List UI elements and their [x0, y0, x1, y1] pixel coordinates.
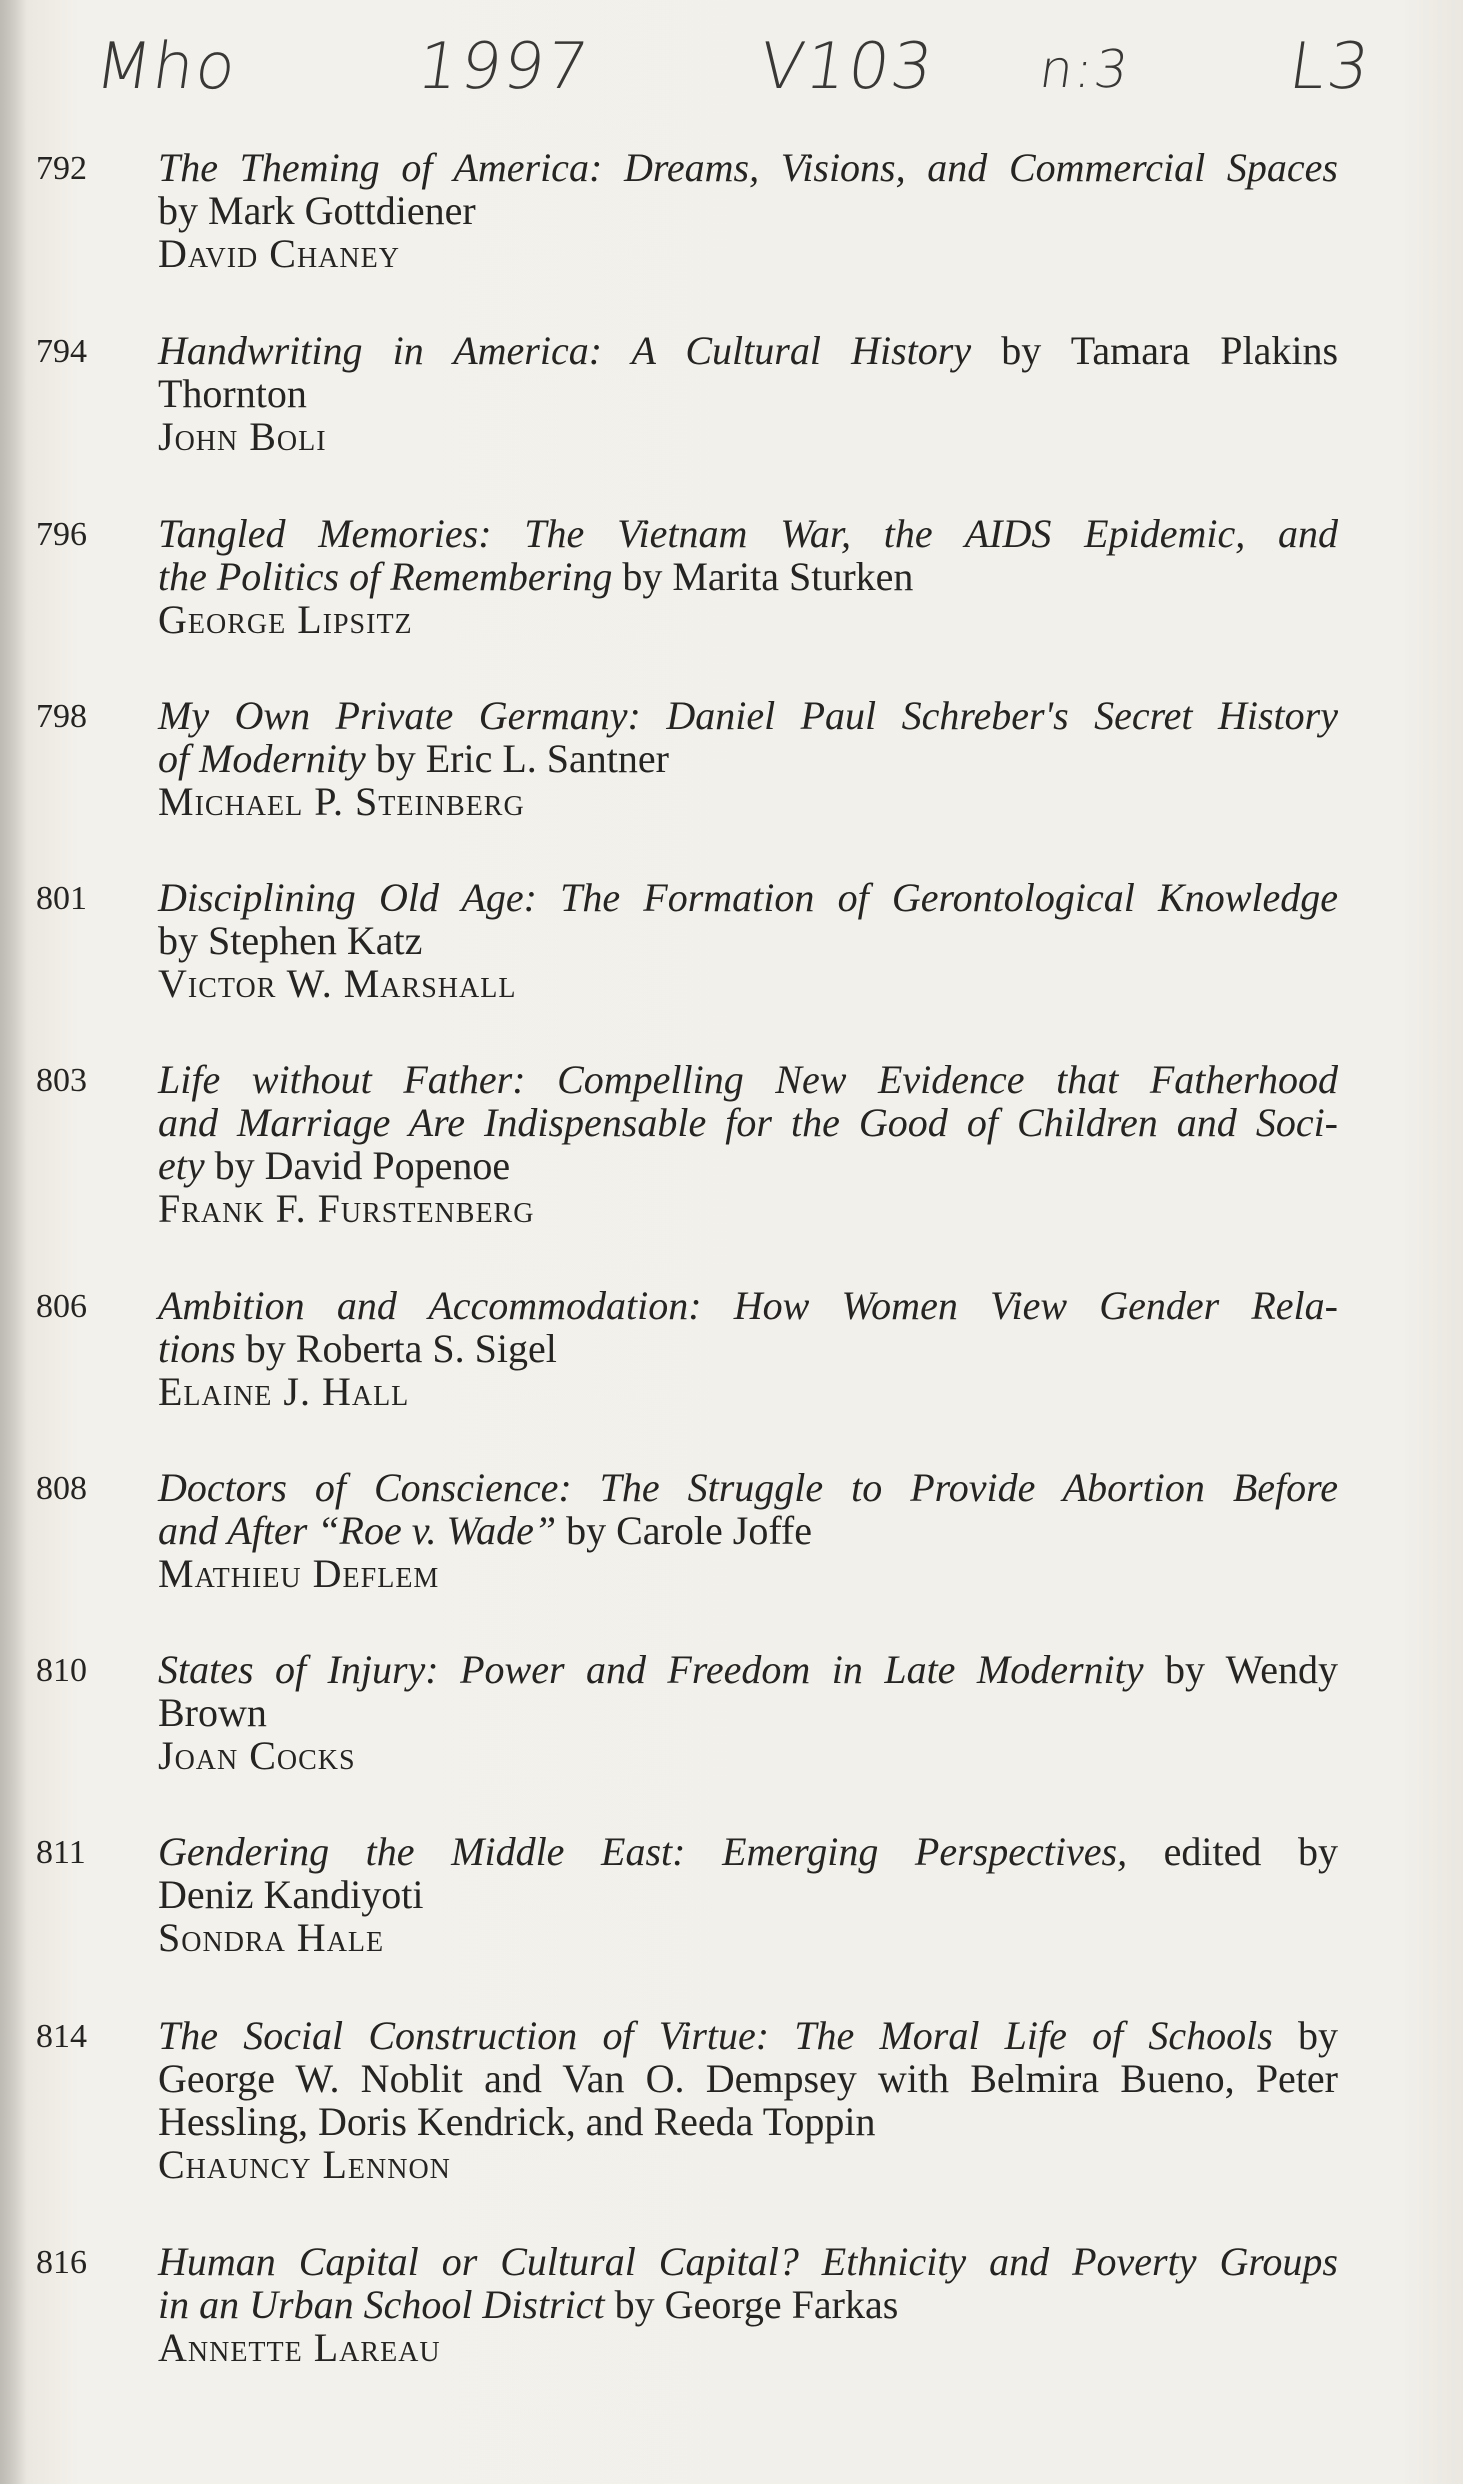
book-author: Brown — [158, 1690, 267, 1735]
citation-line — [158, 372, 1338, 415]
book-author: George W. Noblit and Van O. Dempsey with Belmira Bueno, Peter — [158, 2056, 1338, 2101]
entry-page-number: 798 — [36, 698, 87, 735]
entry-page-number: 816 — [36, 2244, 87, 2281]
reviewer-name: George Lipsitz — [158, 597, 413, 642]
citation-line — [158, 146, 1338, 189]
reviewer-name: Chauncy Lennon — [158, 2142, 451, 2187]
citation-line — [158, 189, 1338, 232]
citation-line — [158, 694, 1338, 737]
book-title: and After “Roe v. Wade” — [158, 1508, 557, 1553]
handwritten-journal: Mho — [90, 30, 243, 104]
entry-citation — [158, 512, 1338, 641]
citation-line — [158, 2014, 1338, 2057]
reviewer-name: Annette Lareau — [158, 2325, 441, 2370]
entry-page-number: 792 — [36, 150, 87, 187]
book-author: by George Farkas — [604, 2282, 899, 2327]
book-title: the Politics of Remembering — [158, 554, 613, 599]
entry-citation — [158, 1284, 1338, 1413]
book-author: Deniz Kandiyoti — [158, 1872, 424, 1917]
citation-line — [158, 1144, 1338, 1187]
entry-citation — [158, 2240, 1338, 2369]
entry-page-number: 808 — [36, 1470, 87, 1507]
binding-shadow — [0, 0, 26, 2484]
entry-citation — [158, 1466, 1338, 1595]
entry-page-number: 801 — [36, 880, 87, 917]
book-title: in an Urban School District — [158, 2282, 605, 2327]
entry-citation — [158, 1830, 1338, 1959]
entry-page-number: 814 — [36, 2018, 87, 2055]
citation-line — [158, 2057, 1338, 2100]
book-title: of Modernity — [158, 736, 366, 781]
citation-line — [158, 555, 1338, 598]
reviewer-name: Elaine J. Hall — [158, 1369, 410, 1414]
handwritten-page: L3 — [1284, 30, 1376, 104]
entry-citation — [158, 876, 1338, 1005]
book-title: Doctors of Conscience: The Struggle to Provide Abortion Before — [158, 1465, 1338, 1510]
handwritten-number: n:3 — [1035, 40, 1134, 100]
citation-line — [158, 1691, 1338, 1734]
citation-line — [158, 2240, 1338, 2283]
handwritten-annotation — [0, 20, 1463, 120]
citation-line — [158, 876, 1338, 919]
book-author: Hessling, Doris Kendrick, and Reeda Toppin — [158, 2099, 876, 2144]
citation-line — [158, 1509, 1338, 1552]
entry-citation — [158, 1058, 1338, 1230]
citation-line — [158, 919, 1338, 962]
entry-citation — [158, 1648, 1338, 1777]
citation-line — [158, 1648, 1338, 1691]
book-title: Human Capital or Cultural Capital? Ethnicity and Poverty Groups — [158, 2239, 1338, 2284]
reviewer-name: Frank F. Furstenberg — [158, 1186, 535, 1231]
entry-citation — [158, 146, 1338, 275]
book-author: by — [1272, 2013, 1339, 2058]
book-title: The Theming of America: Dreams, Visions, and Commercial Spaces — [158, 145, 1338, 190]
citation-line — [158, 1873, 1338, 1916]
book-title: Ambition and Accommodation: How Women View Gender Rela- — [158, 1283, 1338, 1328]
book-title: tions — [158, 1326, 236, 1371]
book-title: Life without Father: Compelling New Evidence that Fatherhood — [158, 1057, 1338, 1102]
reviewer-name: Joan Cocks — [158, 1733, 356, 1778]
entry-citation — [158, 2014, 1338, 2186]
citation-line — [158, 1466, 1338, 1509]
reviewer-name: Victor W. Marshall — [158, 961, 517, 1006]
book-title: and Marriage Are Indispensable for the Good of Children and Soci- — [158, 1100, 1338, 1145]
entry-page-number: 803 — [36, 1062, 87, 1099]
book-title: States of Injury: Power and Freedom in Late Modernity — [158, 1647, 1144, 1692]
entry-page-number: 806 — [36, 1288, 87, 1325]
citation-line — [158, 1284, 1338, 1327]
book-title: Disciplining Old Age: The Formation of Gerontological Knowledge — [158, 875, 1338, 920]
book-author: by Wendy — [1143, 1647, 1338, 1692]
citation-line — [158, 737, 1338, 780]
reviewer-name: Michael P. Steinberg — [158, 779, 525, 824]
citation-line — [158, 1327, 1338, 1370]
book-author: by Carole Joffe — [556, 1508, 812, 1553]
citation-line — [158, 1101, 1338, 1144]
book-author: Thornton — [158, 371, 307, 416]
book-author: by Roberta S. Sigel — [235, 1326, 557, 1371]
entry-page-number: 810 — [36, 1652, 87, 1689]
citation-line — [158, 2283, 1338, 2326]
reviewer-name: John Boli — [158, 414, 327, 459]
entry-citation — [158, 694, 1338, 823]
book-author: by Stephen Katz — [158, 918, 423, 963]
book-author: by David Popenoe — [204, 1143, 511, 1188]
citation-line — [158, 512, 1338, 555]
entry-page-number: 796 — [36, 516, 87, 553]
reviewer-name: Sondra Hale — [158, 1915, 385, 1960]
book-author: edited by — [1127, 1829, 1339, 1874]
citation-line — [158, 2100, 1338, 2143]
book-title: Gendering the Middle East: Emerging Perspectives, — [158, 1829, 1128, 1874]
book-author: by Eric L. Santner — [365, 736, 669, 781]
reviewer-name: David Chaney — [158, 231, 400, 276]
entry-page-number: 794 — [36, 333, 87, 370]
book-title: Tangled Memories: The Vietnam War, the AIDS Epidemic, and — [158, 511, 1338, 556]
book-author: by Marita Sturken — [612, 554, 914, 599]
entry-citation — [158, 329, 1338, 458]
citation-line — [158, 329, 1338, 372]
handwritten-year: 1997 — [412, 30, 595, 104]
book-title: The Social Construction of Virtue: The Moral Life of Schools — [158, 2013, 1273, 2058]
handwritten-volume: V103 — [754, 30, 940, 104]
book-title: ety — [158, 1143, 205, 1188]
citation-line — [158, 1830, 1338, 1873]
book-title: My Own Private Germany: Daniel Paul Schreber's Secret History — [158, 693, 1338, 738]
book-author: by Mark Gottdiener — [158, 188, 476, 233]
entry-page-number: 811 — [36, 1834, 86, 1871]
reviewer-name: Mathieu Deflem — [158, 1551, 440, 1596]
book-title: Handwriting in America: A Cultural History — [158, 328, 972, 373]
book-author: by Tamara Plakins — [971, 328, 1339, 373]
citation-line — [158, 1058, 1338, 1101]
